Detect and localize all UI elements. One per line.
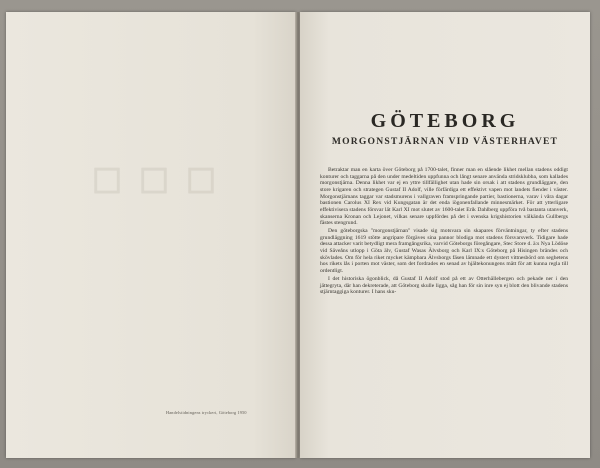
left-page: [6, 12, 296, 458]
page-title: GÖTEBORG: [370, 110, 520, 132]
page-subtitle: MORGONSTJÄRNAN VID VÄSTERHAVET: [331, 136, 559, 147]
show-through-text: ☐ ☐ ☐: [91, 164, 221, 201]
body-text: [320, 167, 568, 297]
printer-imprint: Handelstidningens tryckeri, Göteborg 1950: [166, 410, 247, 415]
right-page: [300, 12, 590, 458]
paragraph: Betraktar man en karta över Göteborg på 1700-talet, finner man en slående likhet mellan stadens oddigt konturer och taggarna på den under medeltiden uppfunna och långt senare använda stridsklubba, som kallades morgonstjärna. Denna likhet var ej en yttre tillfällighet utan hade sin orsak i att stadens grundläggare, den store krigaren och strategen Gustaf II Adolf, ville förfärdiga ett effektivt vapen mot landets fiender i väster. Morgonstjärnans taggar var stadsmurens i vallgraven framspringande partier, bastionerna, varav i våra dagar bastionen Carolus XI Rex vid Kungsgatan är det enda iögonenfallande minnesmärket. För att ytterligare effektivisera stadens försvar lät Karl XI mot slutet av 1600-talet Erik Dahlberg uppföra två bastanta utanverk, skanserna Kronan och Lejonet, vilkas senare uppfördes på det i svenska krigshistorien välkända Gullbergs fästes stengrund.: [320, 167, 568, 227]
paragraph: Den göteborgska "morgonstjärnan" visade sig motsvara sin skapares förväntningar, ty efter stadens grundläggning 1619 stötte angripare förgäves sina pannor blodiga mot stadens försvarsverk. Tidigare hade dessa attacker varit betydligt mera framgångsrika, varvid Göteborgs föregångare, Stec Store d. ä:s Nya Lödöse vid Säveåns utlopp i Göta älv, Gustaf Wasas Älvsborg och Karl IX:s Göteborg på Hisingen brändes och skövlades. Om för hela riket mycket kämpbara Älvsborgs fäsen lämnade ett dystert vittnesbörd om seghetens hos rikets lås i porten mot väster, som det fordrades en senad av hjältekonungens mätt för att kunna regla till ordentligt.: [320, 228, 568, 275]
paragraph: I det historiska ögonblick, då Gustaf II Adolf stod på ett av Otterhällebergen och pekade ner i den jättegryta, där han dekreterade, att Göteborg skulle ligga, såg han för sin inre syn ej blott den blivande stadens stjärntaggiga konturer. I hans sku-: [320, 275, 568, 296]
